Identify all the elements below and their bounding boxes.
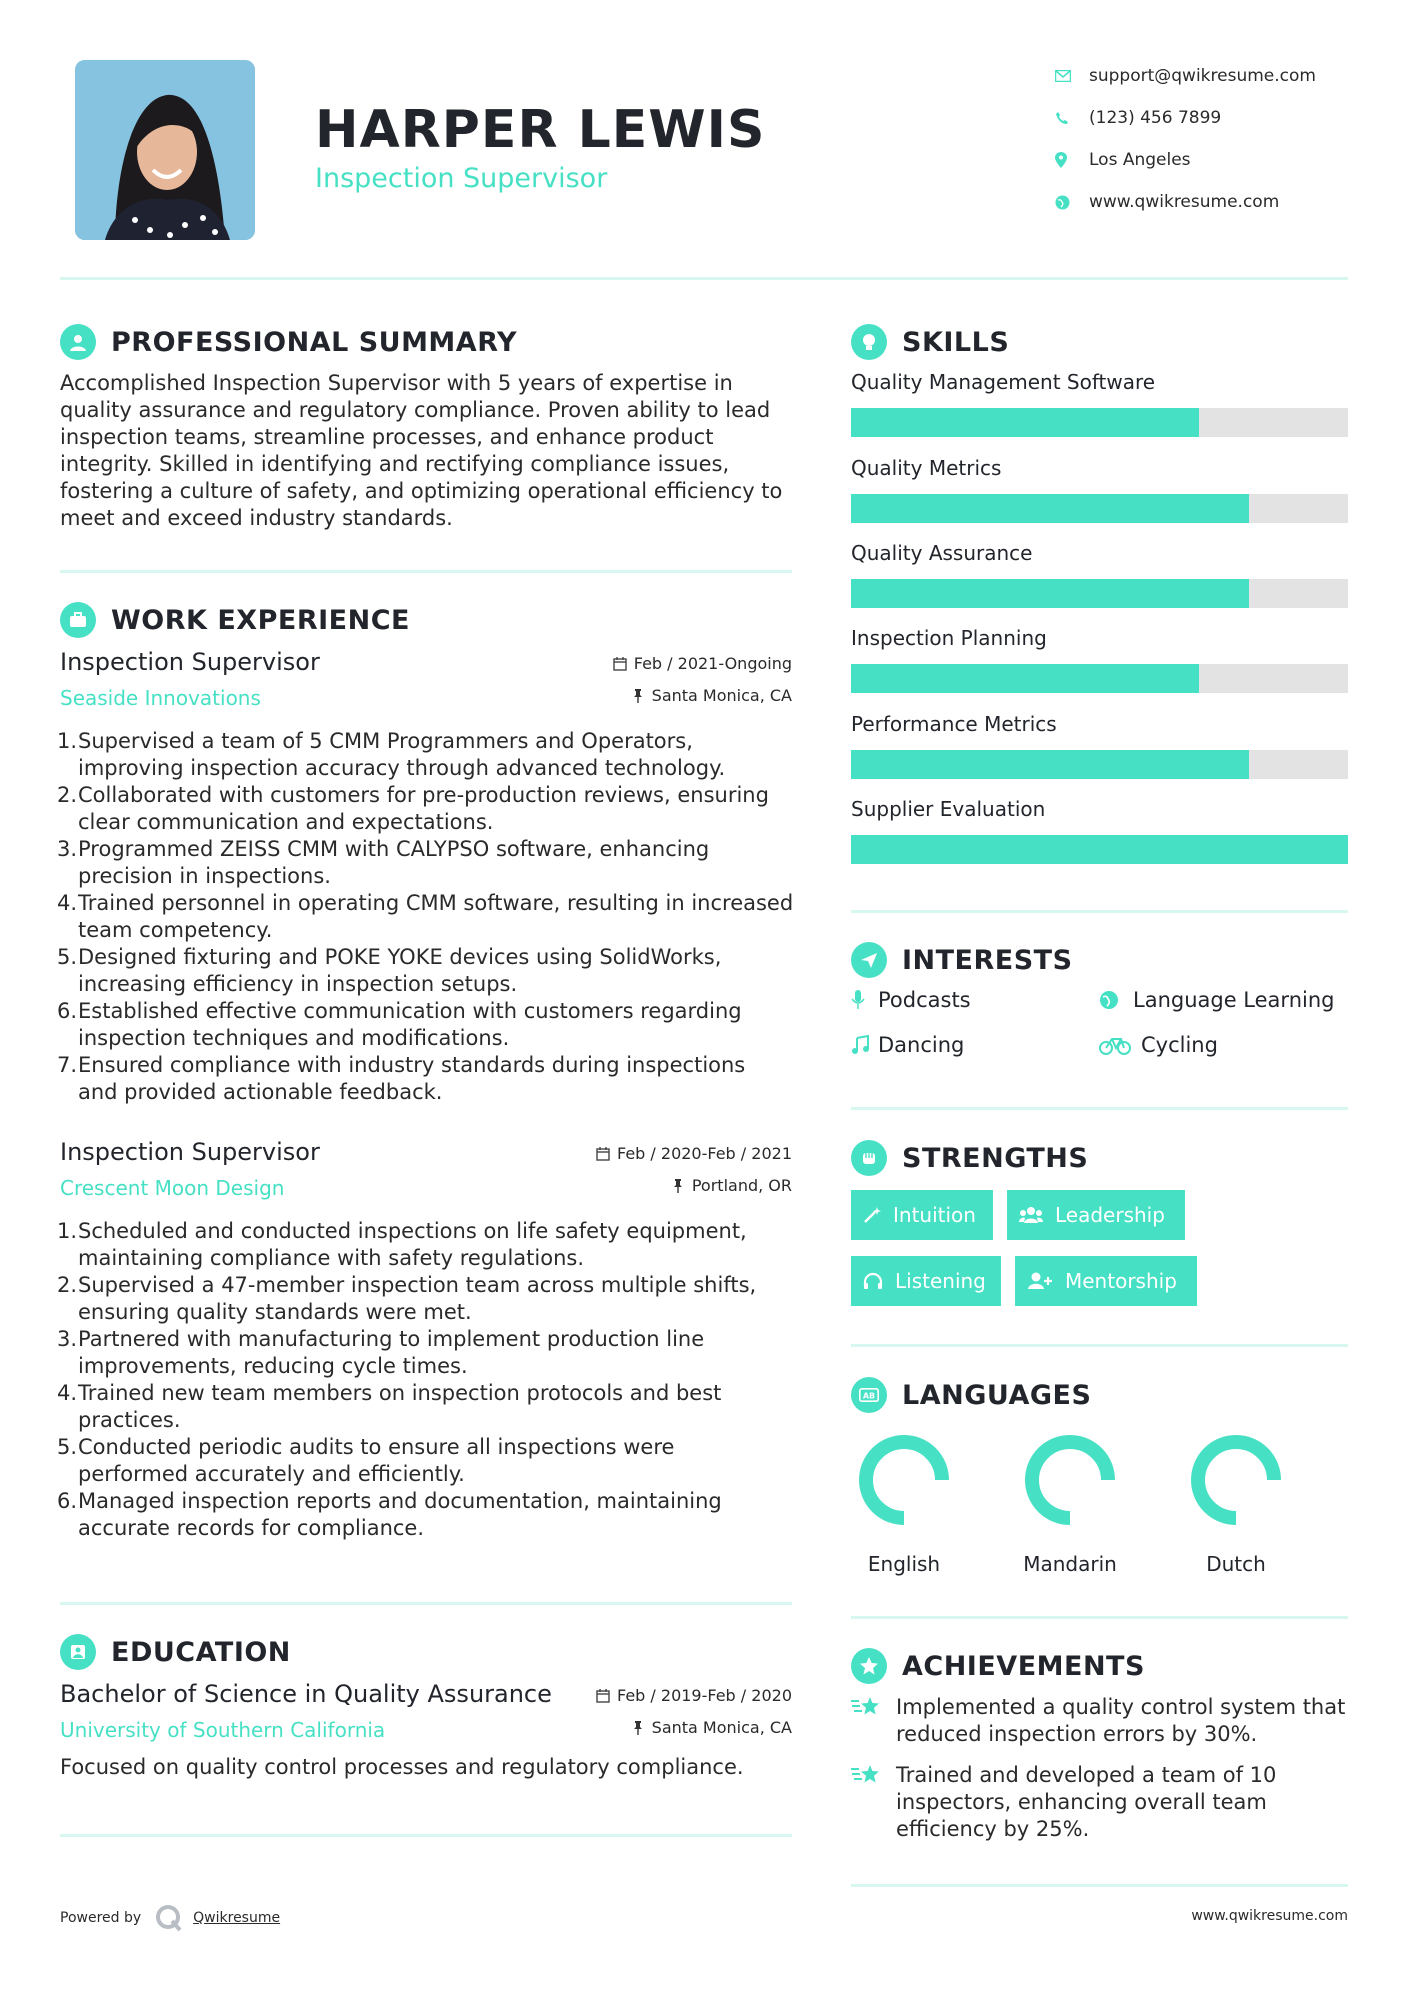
calendar-icon xyxy=(613,657,627,671)
bicycle-icon xyxy=(1099,1035,1141,1055)
user-plus-icon xyxy=(1027,1272,1053,1290)
job-2-location: Portland, OR xyxy=(673,1176,792,1195)
language-ring xyxy=(854,1430,954,1530)
skill-bar xyxy=(851,835,1348,864)
language-item: Dutch xyxy=(1166,1430,1306,1576)
contact-location-text: Los Angeles xyxy=(1089,150,1191,170)
candidate-name: HARPER LEWIS xyxy=(315,100,766,160)
contact-email[interactable] xyxy=(1055,55,1385,97)
skill-bar-fill xyxy=(851,835,1348,864)
education-header xyxy=(60,1680,792,1750)
summary-text: Accomplished Inspection Supervisor with 5 years of expertise in quality assurance and regulatory compliance. Proven ability to lead inspection teams, streamline processes, and enhance product integrity. Skilled in identifying and rectifying compliance issues, fostering a culture of safety, and optimizing operational efficiency to meet and exceed industry standards. xyxy=(60,371,783,530)
shooting-star-icon xyxy=(851,1762,896,1843)
pushpin-icon xyxy=(673,1179,683,1193)
contact-location xyxy=(1055,139,1385,181)
profile-photo xyxy=(75,60,255,240)
skill-item: Quality Assurance xyxy=(851,541,1348,608)
job-1-title: Inspection Supervisor xyxy=(60,648,320,676)
interest-item: Language Learning xyxy=(1099,988,1334,1012)
language-item: Mandarin xyxy=(1000,1430,1140,1576)
language-ring-arc xyxy=(866,1442,942,1518)
fist-icon xyxy=(851,1140,887,1176)
job-2-header xyxy=(60,1138,792,1208)
interests-heading: INTERESTS xyxy=(851,942,1073,978)
skill-bar xyxy=(851,408,1348,437)
achievement-item: Implemented a quality control system that reduced inspection errors by 30%. xyxy=(851,1694,1351,1748)
footer-url[interactable]: www.qwikresume.com xyxy=(1191,1908,1348,1924)
summary-divider xyxy=(60,570,792,573)
magic-wand-icon xyxy=(863,1206,881,1224)
pushpin-icon xyxy=(633,1721,643,1735)
headphones-icon xyxy=(863,1272,883,1290)
achievement-item: Trained and developed a team of 10 inspectors, enhancing overall team efficiency by 25%. xyxy=(851,1762,1351,1843)
skill-bar xyxy=(851,750,1348,779)
job-1-location: Santa Monica, CA xyxy=(633,686,792,705)
qwikresume-link[interactable]: Qwikresume xyxy=(193,1910,281,1926)
contact-phone[interactable] xyxy=(1055,97,1385,139)
interest-item: Dancing xyxy=(851,1033,964,1057)
globe-icon xyxy=(1055,195,1089,210)
education-date: Feb / 2019-Feb / 2020 xyxy=(596,1686,792,1705)
strength-tag: Mentorship xyxy=(1015,1256,1197,1306)
skill-bar xyxy=(851,579,1348,608)
languages-divider xyxy=(851,1616,1348,1619)
language-ring-arc xyxy=(1032,1442,1108,1518)
job-2-bullets xyxy=(57,1218,800,1542)
phone-icon xyxy=(1055,111,1089,125)
list-item: 4. Trained personnel in operating CMM software, resulting in increased team competency. xyxy=(57,891,794,942)
strengths-heading: STRENGTHS xyxy=(851,1140,1088,1176)
job-1-company: Seaside Innovations xyxy=(60,686,261,710)
summary-heading: PROFESSIONAL SUMMARY xyxy=(60,324,517,360)
interest-item: Podcasts xyxy=(851,988,971,1012)
map-pin-icon xyxy=(1055,152,1089,168)
music-note-icon xyxy=(851,1035,878,1055)
degree-title: Bachelor of Science in Quality Assurance xyxy=(60,1680,552,1708)
skill-bar-fill xyxy=(851,750,1249,779)
language-ring xyxy=(1186,1430,1286,1530)
list-item: 1. Supervised a team of 5 CMM Programmers and Operators, improving inspection accuracy through advanced technology. xyxy=(57,729,726,780)
list-item: 5. Conducted periodic audits to ensure all inspections were performed accurately and efficiently. xyxy=(57,1435,675,1486)
languages-heading: AB LANGUAGES xyxy=(851,1377,1091,1413)
education-description: Focused on quality control processes and regulatory compliance. xyxy=(60,1755,744,1779)
skill-bar-fill xyxy=(851,408,1199,437)
qwikresume-logo-icon xyxy=(155,1904,183,1932)
education-location: Santa Monica, CA xyxy=(633,1718,792,1737)
briefcase-icon xyxy=(60,602,96,638)
strength-tag: Intuition xyxy=(851,1190,993,1240)
skills-heading: SKILLS xyxy=(851,324,1009,360)
language-item: English xyxy=(834,1430,974,1576)
calendar-icon xyxy=(596,1147,610,1161)
pushpin-icon xyxy=(633,689,643,703)
list-item: 5. Designed fixturing and POKE YOKE devices using SolidWorks, increasing efficiency in inspection setups. xyxy=(57,945,722,996)
contact-phone-text: (123) 456 7899 xyxy=(1089,108,1222,128)
lightbulb-icon xyxy=(851,324,887,360)
skill-bar xyxy=(851,664,1348,693)
list-item: 3. Partnered with manufacturing to implement production line improvements, reducing cycle times. xyxy=(57,1327,705,1378)
paper-plane-icon xyxy=(851,942,887,978)
list-item: 2. Collaborated with customers for pre-production reviews, ensuring clear communication and expectations. xyxy=(57,783,769,834)
skill-bar-fill xyxy=(851,579,1249,608)
list-item: 1. Scheduled and conducted inspections on life safety equipment, maintaining compliance with safety regulations. xyxy=(57,1219,747,1270)
list-item: 4. Trained new team members on inspection protocols and best practices. xyxy=(57,1381,722,1432)
list-item: 7. Ensured compliance with industry standards during inspections and provided actionable feedback. xyxy=(57,1053,746,1104)
contact-list xyxy=(1055,55,1385,223)
education-heading: EDUCATION xyxy=(60,1634,291,1670)
skill-item: Quality Metrics xyxy=(851,456,1348,523)
contact-email-text: support@qwikresume.com xyxy=(1089,66,1316,86)
contact-website[interactable] xyxy=(1055,181,1385,223)
skill-item: Inspection Planning xyxy=(851,626,1348,693)
education-divider xyxy=(60,1834,792,1837)
language-ring-arc xyxy=(1198,1442,1274,1518)
job-1-header xyxy=(60,648,792,718)
skill-item: Performance Metrics xyxy=(851,712,1348,779)
globe-icon xyxy=(1099,990,1133,1010)
candidate-title: Inspection Supervisor xyxy=(315,163,608,194)
contact-website-text: www.qwikresume.com xyxy=(1089,192,1280,212)
mail-icon xyxy=(1055,70,1089,82)
skill-bar xyxy=(851,494,1348,523)
footer-brand xyxy=(60,1904,280,1932)
language-ring xyxy=(1020,1430,1120,1530)
job-1-date: Feb / 2021-Ongoing xyxy=(613,654,792,673)
skill-bar-fill xyxy=(851,494,1249,523)
skills-divider xyxy=(851,910,1348,913)
star-icon xyxy=(851,1648,887,1684)
users-icon xyxy=(1019,1206,1043,1224)
header-divider xyxy=(60,277,1348,280)
job-2-date: Feb / 2020-Feb / 2021 xyxy=(596,1144,792,1163)
graduation-icon xyxy=(60,1634,96,1670)
strength-tag: Listening xyxy=(851,1256,1001,1306)
list-item: 6. Managed inspection reports and documentation, maintaining accurate records for compliance. xyxy=(57,1489,722,1540)
list-item: 2. Supervised a 47-member inspection team across multiple shifts, ensuring quality standards were met. xyxy=(57,1273,757,1324)
shooting-star-icon xyxy=(851,1694,896,1748)
work-divider xyxy=(60,1602,792,1605)
interest-item: Cycling xyxy=(1099,1033,1218,1057)
skill-bar-fill xyxy=(851,664,1199,693)
job-2-company: Crescent Moon Design xyxy=(60,1176,285,1200)
user-icon xyxy=(60,324,96,360)
strength-tag: Leadership xyxy=(1007,1190,1185,1240)
list-item: 6. Established effective communication with customers regarding inspection techniques and modifications. xyxy=(57,999,742,1050)
job-2-title: Inspection Supervisor xyxy=(60,1138,320,1166)
achievements-heading: ACHIEVEMENTS xyxy=(851,1648,1145,1684)
list-item: 3. Programmed ZEISS CMM with CALYPSO software, enhancing precision in inspections. xyxy=(57,837,710,888)
job-1-bullets xyxy=(57,728,800,1106)
language-card-icon xyxy=(851,1377,887,1413)
calendar-icon xyxy=(596,1689,610,1703)
interests-divider xyxy=(851,1107,1348,1110)
skill-item: Quality Management Software xyxy=(851,370,1348,437)
work-heading: WORK EXPERIENCE xyxy=(60,602,410,638)
svg-text:AB: AB xyxy=(862,1391,876,1401)
microphone-icon xyxy=(851,990,878,1010)
skill-item: Supplier Evaluation xyxy=(851,797,1348,864)
powered-by-label: Powered by xyxy=(60,1910,142,1926)
school-name: University of Southern California xyxy=(60,1718,386,1742)
strengths-divider xyxy=(851,1344,1348,1347)
achievements-divider xyxy=(851,1884,1348,1887)
